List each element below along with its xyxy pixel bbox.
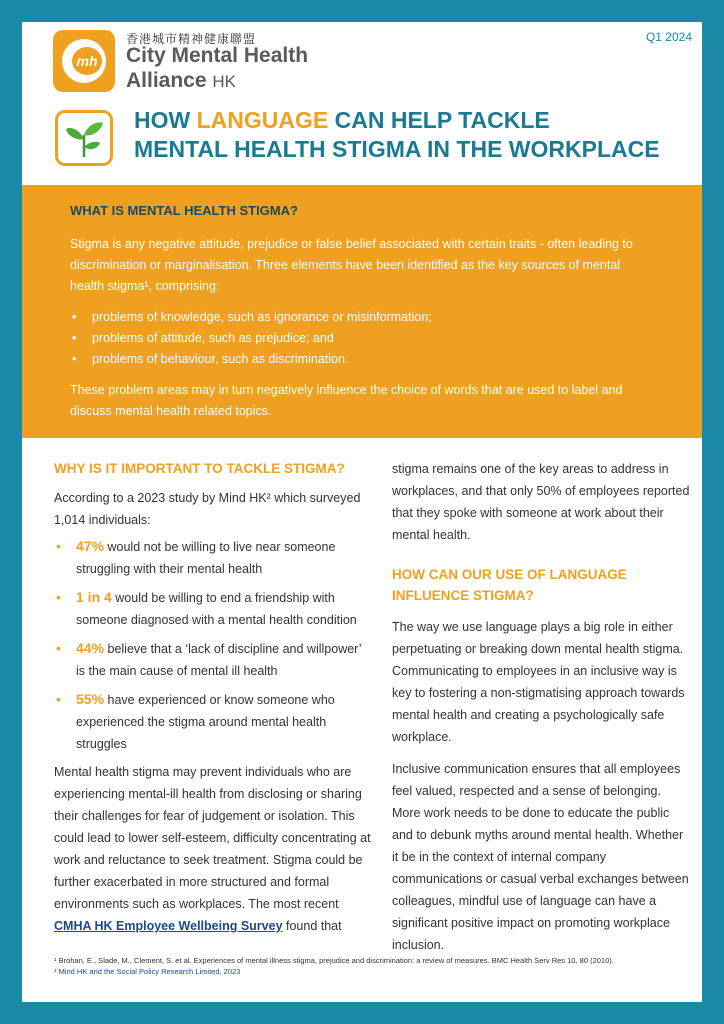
left-intro: According to a 2023 study by Mind HK² which surveyed 1,014 individuals: [54,491,361,527]
logo-ring [62,39,106,83]
right-column [392,458,692,956]
stat-item [54,637,372,682]
right-heading: HOW CAN OUR USE OF LANGUAGE INFLUENCE STIGMA? [392,567,627,603]
org-name-chinese: 香港城市精神健康聯盟 [126,32,257,46]
left-para-text: Mental health stigma may prevent individuals who are experiencing mental-ill health from disclosing or sharing their challenges for fear of judgement or isolation. This could lead to lower self-esteem, difficulty concentrating at work and reluctance to seek treatment. Stigma could be further exacerbated in more structured and formal environments such as workplaces. The most recent [54,765,371,911]
title-line1 [134,106,694,135]
band-bullet: • problems of attitude, such as prejudice; and [70,328,654,349]
right-para2: Inclusive communication ensures that all employees feel valued, respected and a sense of belonging. More work needs to be done to educate the public and to debunk myths around mental health. Whether it be in the context of internal company communications or casual verbal exchanges between colleagues, mindful use of language can have a significant positive impact on promoting workplace inclusion. [392,762,689,952]
sprout-icon [55,110,113,166]
logo-mh-text: mh [72,47,102,75]
survey-link[interactable]: CMHA HK Employee Wellbeing Survey [54,919,283,933]
right-para1: The way we use language plays a big role in either perpetuating or breaking down mental health stigma. Communicating to employees in an inclusive way is key to fostering a non-stigmatising approach towards mental health and creating a psychologically safe workplace. [392,620,685,744]
band-bullet-list [70,307,654,370]
stat-number: 1 in 4 [76,589,112,605]
stat-number: 55% [76,691,105,707]
right-continuation: stigma remains one of the key areas to address in workplaces, and that only 50% of employees reported that they spoke with someone at work about their mental health. [392,462,690,542]
footnotes [54,955,684,977]
page-title [134,106,694,164]
left-paragraph [54,761,372,937]
band-bullet: • problems of behaviour, such as discrimination. [70,349,654,370]
org-name-hk: HK [212,72,237,91]
left-para-end: found that [282,919,342,933]
org-name-line2 [126,69,236,93]
title-highlight: LANGUAGE [196,107,329,133]
stat-item [54,535,372,580]
title-post: CAN HELP TACKLE [328,107,550,133]
left-column [54,458,372,937]
stat-number: 47% [76,538,105,554]
stat-item [54,688,372,755]
footnote-1: ¹ Brohan, E., Slade, M., Clement, S. et al. Experiences of mental illness stigma, prejudice and discrimination: a review of measures. BMC Health Serv Res 10, 80 (2010). [54,956,614,965]
stat-text: would be willing to end a friendship with someone diagnosed with a mental health condition [76,591,357,627]
title-pre: HOW [134,107,197,133]
band-closing: These problem areas may in turn negatively influence the choice of words that are used to label and discuss mental health related topics. [70,383,623,418]
stat-number: 44% [76,640,105,656]
org-name-alliance: Alliance [126,69,207,92]
stat-text: would not be willing to live near someone struggling with their mental health [76,540,336,576]
org-name-line1: City Mental Health [126,44,309,67]
band-bullet: • problems of knowledge, such as ignorance or misinformation; [70,307,654,328]
stats-list [54,535,372,755]
issue-quarter: Q1 2024 [645,30,692,44]
stigma-definition-band [22,185,702,438]
stat-item [54,586,372,631]
stat-text: believe that a ‘lack of discipline and willpower’ is the main cause of mental ill health [76,642,362,678]
page [22,22,702,1002]
band-intro: Stigma is any negative attitude, prejudice or false belief associated with certain traits - often leading to discrimination or marginalisation. Three elements have been identified as the key sources of mental health stigma¹, comprising: [70,237,633,293]
left-heading: WHY IS IT IMPORTANT TO TACKLE STIGMA? [54,461,345,476]
title-line2: MENTAL HEALTH STIGMA IN THE WORKPLACE [134,136,660,162]
cmha-logo [53,30,115,92]
stat-text: have experienced or know someone who experienced the stigma around mental health struggles [76,693,335,751]
footnote-2: ² Mind HK and the Social Policy Research Limited, 2023 [54,967,241,976]
band-heading: WHAT IS MENTAL HEALTH STIGMA? [70,203,298,218]
